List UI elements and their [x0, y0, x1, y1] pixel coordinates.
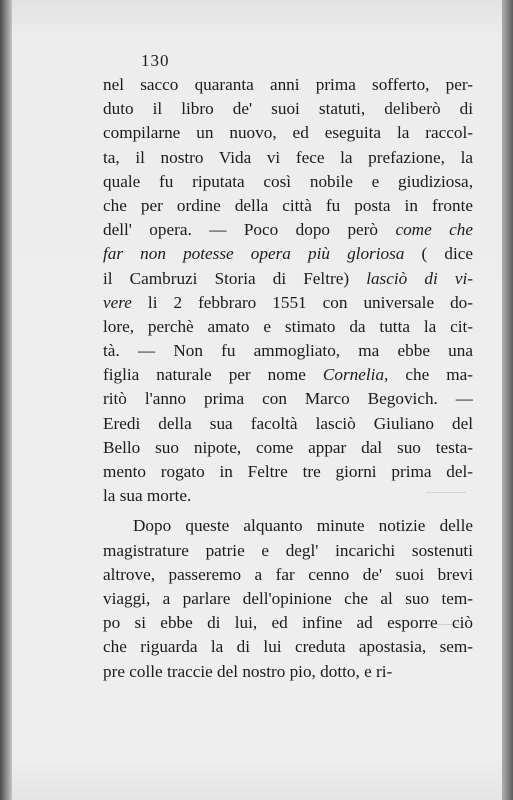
text-run: figlia naturale per nome [103, 365, 323, 385]
text-run: tà. — Non fu ammogliato, ma ebbe una [103, 341, 473, 361]
page-number: 130 [141, 51, 170, 70]
italic-text: far non potesse opera più gloriosa [103, 244, 405, 264]
text-run: dell' opera. — Poco dopo però [103, 220, 396, 240]
text-line [103, 660, 473, 684]
text-run: ta, il nostro Vida vi fece la prefazione, la [103, 147, 473, 167]
text-run: Eredi della sua facoltà lasciò Giuliano del [103, 413, 473, 433]
text-run: compilarne un nuovo, ed eseguita la raccol- [103, 123, 473, 143]
text-run: altrove, passeremo a far cenno de' suoi brevi [103, 564, 473, 584]
text-run: po si ebbe di lui, ed infine ad esporre ciò [103, 613, 473, 633]
text-line [103, 412, 473, 436]
italic-text: come che [395, 220, 473, 240]
text-line [103, 611, 473, 635]
page-text [103, 49, 473, 684]
text-run: mento rogato in Feltre tre giorni prima del- [103, 462, 473, 481]
text-run: pre colle traccie del nostro pio, dotto, e ri- [103, 661, 393, 681]
text-line [103, 363, 473, 387]
italic-text: vere [103, 292, 132, 312]
text-line [103, 97, 473, 121]
text-line [103, 242, 473, 266]
text-line [103, 170, 473, 194]
text-line [103, 291, 473, 315]
text-run: ( dice [404, 244, 473, 264]
text-line [103, 460, 473, 484]
text-run: lore, perchè amato e stimato da tutta la cit- [103, 316, 473, 336]
text-line [103, 436, 473, 460]
paragraph-1 [103, 73, 473, 508]
text-run: Bello suo nipote, come appar dal suo testa- [103, 437, 473, 457]
text-run: quale fu riputata così nobile e giudiziosa, [103, 171, 473, 191]
paragraph-2 [103, 514, 473, 683]
text-line [103, 635, 473, 659]
text-line [103, 587, 473, 611]
text-run: il Cambruzi Storia di Feltre) [103, 268, 367, 288]
italic-text: lasciò di vi- [366, 268, 473, 288]
text-run: che riguarda la di lui creduta apostasia, sem- [103, 637, 473, 657]
text-run: li 2 febbraro 1551 con universale do- [131, 292, 473, 312]
text-run: che per ordine della città fu posta in fronte [103, 195, 473, 215]
text-run: la sua morte. [103, 486, 192, 506]
text-line [103, 146, 473, 170]
text-line [103, 563, 473, 587]
text-run: nel sacco quaranta anni prima sofferto, per- [103, 75, 473, 94]
text-run: viaggi, a parlare dell'opinione che al suo tem- [103, 588, 473, 608]
text-line [103, 514, 473, 538]
text-line [103, 539, 473, 563]
text-line [103, 73, 473, 97]
text-run: magistrature patrie e degl' incarichi sostenuti [103, 540, 473, 560]
text-line [103, 121, 473, 145]
text-line [103, 267, 473, 291]
text-line [103, 387, 473, 411]
text-line [103, 315, 473, 339]
text-line [103, 339, 473, 363]
text-run: ritò l'anno prima con Marco Begovich. — [103, 389, 473, 409]
text-run: duto il libro de' suoi statuti, deliberò di [103, 99, 473, 119]
text-run: Dopo queste alquanto minute notizie delle [133, 516, 473, 536]
text-line [103, 218, 473, 242]
italic-text: Cornelia [322, 365, 385, 385]
text-line [103, 484, 473, 508]
text-run: , che ma- [384, 365, 473, 385]
text-line [103, 194, 473, 218]
